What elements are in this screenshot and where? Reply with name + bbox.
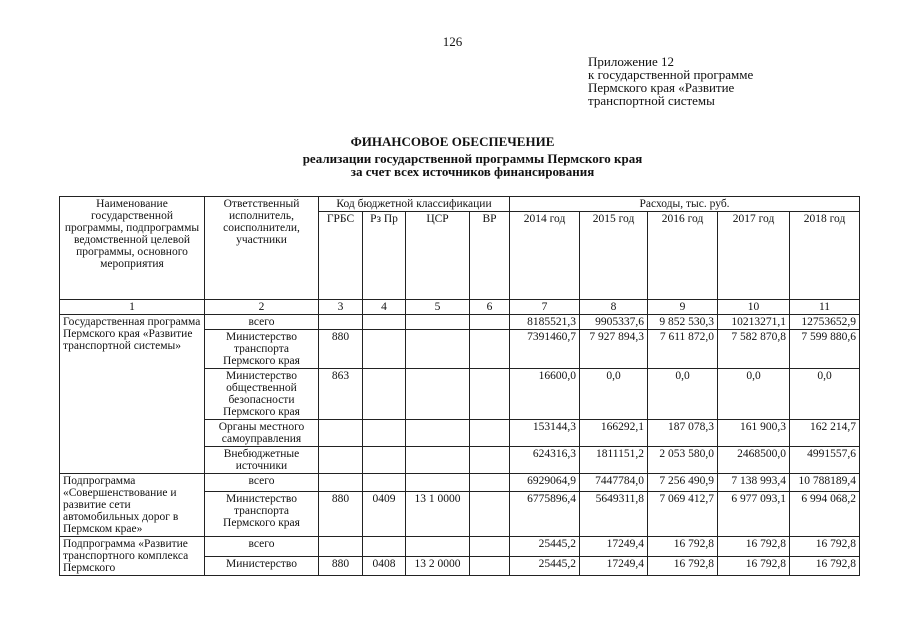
value-2017: 7 138 993,4 [718,474,790,492]
executor-cell: всего [205,315,319,330]
csr-cell [406,447,470,474]
appendix-note [588,55,753,107]
table-row [60,315,860,330]
executor-cell: Внебюджетные источники [205,447,319,474]
value-2014: 25445,2 [510,537,580,557]
grbs-cell [319,474,363,492]
executor-cell: всего [205,474,319,492]
header-grbs: ГРБС [319,212,363,300]
csr-cell [406,537,470,557]
header-year-2014: 2014 год [510,212,580,300]
value-2017: 6 977 093,1 [718,491,790,537]
appendix-line: Пермского края «Развитие [588,80,735,95]
value-2018: 6 994 068,2 [790,491,860,537]
value-2015: 9905337,6 [580,315,648,330]
value-2016: 7 256 490,9 [648,474,718,492]
vr-cell [470,315,510,330]
value-2018: 12753652,9 [790,315,860,330]
value-2016: 0,0 [648,369,718,420]
value-2018: 0,0 [790,369,860,420]
executor-cell: Министерство [205,556,319,576]
value-2017: 2468500,0 [718,447,790,474]
vr-cell [470,491,510,537]
value-2014: 25445,2 [510,556,580,576]
column-number: 9 [648,300,718,315]
csr-cell [406,420,470,447]
executor-cell: Министерство общественной безопасности Пермского края [205,369,319,420]
column-number: 1 [60,300,205,315]
grbs-cell: 863 [319,369,363,420]
rzpr-cell: 0408 [363,556,406,576]
appendix-line: транспортной системы [588,93,715,108]
rzpr-cell [363,369,406,420]
csr-cell: 13 1 0000 [406,491,470,537]
value-2018: 162 214,7 [790,420,860,447]
rzpr-cell [363,330,406,369]
vr-cell [470,369,510,420]
value-2017: 10213271,1 [718,315,790,330]
rzpr-cell [363,474,406,492]
header-year-2015: 2015 год [580,212,648,300]
value-2015: 0,0 [580,369,648,420]
value-2014: 7391460,7 [510,330,580,369]
header-name: Наименование государственной программы, подпрограммы ведомственной целевой программы, основного мероприятия [60,197,205,300]
subprogram-name: Подпрограмма «Совершенствование и развитие сети автомобильных дорог в Пермском крае» [60,474,205,537]
value-2018: 16 792,8 [790,556,860,576]
vr-cell [470,474,510,492]
vr-cell [470,420,510,447]
column-number: 11 [790,300,860,315]
table-row [60,474,860,492]
executor-cell: Органы местного самоуправления [205,420,319,447]
header-csr: ЦСР [406,212,470,300]
vr-cell [470,537,510,557]
csr-cell [406,330,470,369]
value-2015: 166292,1 [580,420,648,447]
column-number: 7 [510,300,580,315]
rzpr-cell [363,315,406,330]
grbs-cell [319,537,363,557]
value-2015: 17249,4 [580,537,648,557]
value-2015: 7 927 894,3 [580,330,648,369]
value-2015: 1811151,2 [580,447,648,474]
value-2018: 7 599 880,6 [790,330,860,369]
financing-table [59,196,860,576]
appendix-line: Приложение 12 [588,54,675,69]
csr-cell [406,315,470,330]
value-2016: 7 611 872,0 [648,330,718,369]
value-2014: 16600,0 [510,369,580,420]
header-year-2017: 2017 год [718,212,790,300]
value-2014: 6775896,4 [510,491,580,537]
value-2016: 16 792,8 [648,556,718,576]
csr-cell: 13 2 0000 [406,556,470,576]
value-2015: 17249,4 [580,556,648,576]
table-row [60,537,860,557]
column-number: 10 [718,300,790,315]
grbs-cell [319,420,363,447]
program-name: Государственная программа Пермского края «Развитие транспортной системы» [60,315,205,474]
page-number: 126 [442,34,463,49]
csr-cell [406,369,470,420]
column-number: 4 [363,300,406,315]
column-number: 8 [580,300,648,315]
document-subtitle [0,152,905,178]
rzpr-cell [363,537,406,557]
header-year-2018: 2018 год [790,212,860,300]
column-number: 2 [205,300,319,315]
header-executor: Ответственный исполнитель, соисполнители, участники [205,197,319,300]
column-number: 5 [406,300,470,315]
value-2014: 153144,3 [510,420,580,447]
value-2014: 8185521,3 [510,315,580,330]
grbs-cell [319,315,363,330]
vr-cell [470,447,510,474]
subprogram-name: Подпрограмма «Развитие транспортного комплекса Пермского [60,537,205,576]
executor-cell: всего [205,537,319,557]
header-expenses: Расходы, тыс. руб. [510,197,860,212]
value-2014: 6929064,9 [510,474,580,492]
rzpr-cell: 0409 [363,491,406,537]
vr-cell [470,330,510,369]
value-2016: 187 078,3 [648,420,718,447]
executor-cell: Министерство транспорта Пермского края [205,330,319,369]
value-2017: 0,0 [718,369,790,420]
subtitle-line-1: реализации государственной программы Пермского края [302,151,643,166]
column-number: 6 [470,300,510,315]
value-2018: 4991557,6 [790,447,860,474]
header-vr: ВР [470,212,510,300]
value-2017: 16 792,8 [718,556,790,576]
value-2014: 624316,3 [510,447,580,474]
rzpr-cell [363,447,406,474]
value-2016: 9 852 530,3 [648,315,718,330]
value-2018: 16 792,8 [790,537,860,557]
value-2016: 7 069 412,7 [648,491,718,537]
rzpr-cell [363,420,406,447]
column-number: 3 [319,300,363,315]
value-2015: 7447784,0 [580,474,648,492]
header-year-2016: 2016 год [648,212,718,300]
executor-cell: Министерство транспорта Пермского края [205,491,319,537]
appendix-line: к государственной программе [588,67,754,82]
subtitle-line-2: за счет всех источников финансирования [350,164,595,179]
grbs-cell: 880 [319,330,363,369]
grbs-cell [319,447,363,474]
value-2017: 7 582 870,8 [718,330,790,369]
csr-cell [406,474,470,492]
header-rzpr: Рз Пр [363,212,406,300]
value-2017: 16 792,8 [718,537,790,557]
vr-cell [470,556,510,576]
value-2015: 5649311,8 [580,491,648,537]
value-2017: 161 900,3 [718,420,790,447]
grbs-cell: 880 [319,491,363,537]
document-title: ФИНАНСОВОЕ ОБЕСПЕЧЕНИЕ [350,134,555,149]
grbs-cell: 880 [319,556,363,576]
header-budget-code: Код бюджетной классификации [319,197,510,212]
value-2016: 16 792,8 [648,537,718,557]
value-2018: 10 788189,4 [790,474,860,492]
value-2016: 2 053 580,0 [648,447,718,474]
